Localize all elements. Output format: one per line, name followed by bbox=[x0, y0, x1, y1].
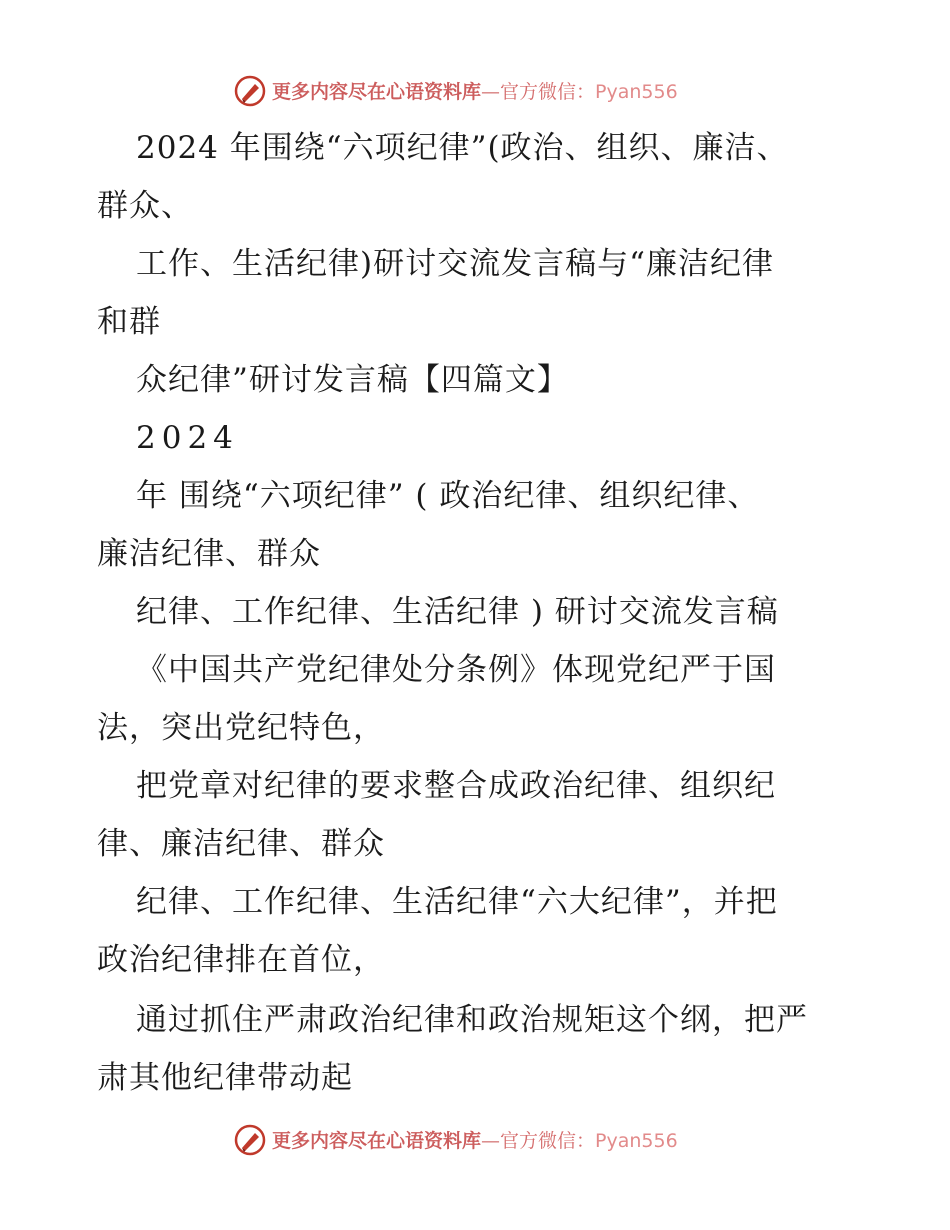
document-line: 把党章对纪律的要求整合成政治纪律、组织纪 bbox=[136, 768, 776, 804]
pen-logo-icon bbox=[233, 1123, 267, 1157]
document-line: 肃其他纪律带动起 bbox=[97, 1060, 353, 1096]
document-line: 年 围绕“六项纪律” ( 政治纪律、组织纪律、 bbox=[136, 478, 760, 514]
banner-brand: 更多内容尽在心语资料库 bbox=[272, 1130, 482, 1152]
document-line: 《中国共产党纪律处分条例》体现党纪严于国 bbox=[136, 652, 776, 688]
document-line: 和群 bbox=[97, 304, 161, 340]
banner-wechat-id: Pyan556 bbox=[595, 1130, 678, 1152]
document-line: 2024 年围绕“六项纪律”(政治、组织、廉洁、 bbox=[136, 130, 789, 166]
document-line: 纪律、工作纪律、生活纪律 ) 研讨交流发言稿 bbox=[136, 594, 779, 630]
document-line: 政治纪律排在首位， bbox=[97, 942, 385, 978]
footer-banner bbox=[0, 1121, 950, 1161]
document-line: 众纪律”研讨发言稿【四篇文】 bbox=[136, 362, 569, 398]
document-line: 工作、生活纪律)研讨交流发言稿与“廉洁纪律 bbox=[136, 246, 774, 282]
banner-brand: 更多内容尽在心语资料库 bbox=[272, 81, 482, 103]
banner-dash: — bbox=[481, 1130, 501, 1152]
document-line: 纪律、工作纪律、生活纪律“六大纪律”，并把 bbox=[136, 884, 778, 920]
document-line: 法，突出党纪特色， bbox=[97, 710, 385, 746]
document-line: 律、廉洁纪律、群众 bbox=[97, 826, 385, 862]
document-line: 通过抓住严肃政治纪律和政治规矩这个纲，把严 bbox=[136, 1002, 808, 1038]
document-line: 2024 bbox=[136, 420, 239, 456]
banner-wechat-label: 官方微信： bbox=[500, 1130, 596, 1152]
banner-text bbox=[272, 1127, 678, 1155]
banner-wechat-label: 官方微信： bbox=[500, 81, 596, 103]
document-line: 廉洁纪律、群众 bbox=[97, 536, 321, 572]
banner-wechat-id: Pyan556 bbox=[595, 81, 678, 103]
document-line: 群众、 bbox=[97, 188, 193, 224]
banner-dash: — bbox=[481, 81, 501, 103]
